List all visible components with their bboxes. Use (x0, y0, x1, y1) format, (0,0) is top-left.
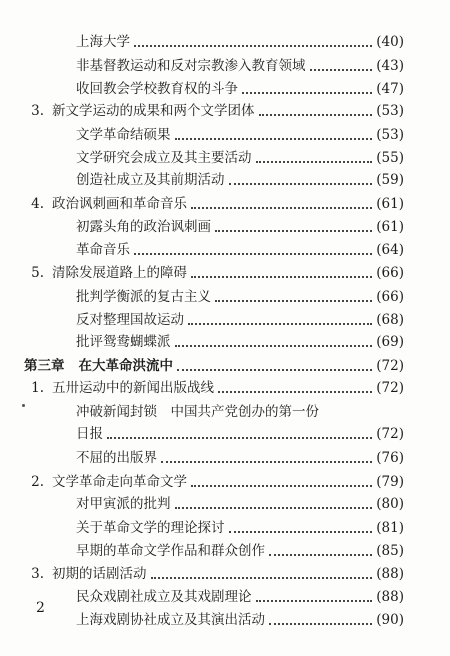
entry-title: 政治讽刺画和革命音乐 (52, 196, 187, 212)
dot-leader (191, 484, 372, 487)
dot-leader (177, 368, 372, 371)
toc-section-entry (31, 468, 404, 490)
entry-page-number: (43) (376, 58, 404, 74)
section-number: 3. (31, 566, 44, 582)
entry-title: 不屈的出版界 (76, 450, 157, 466)
dot-leader (161, 460, 372, 463)
entry-title: 反对整理国故运动 (76, 312, 184, 328)
entry-page-number: (64) (376, 242, 404, 258)
entry-title: 革命音乐 (76, 242, 130, 258)
entry-page-number: (61) (376, 196, 404, 212)
entry-title: 关于革命文学的理论探讨 (76, 520, 225, 536)
entry-page-number: (81) (376, 520, 404, 536)
toc-subsection-entry (76, 121, 404, 143)
dot-leader (242, 91, 372, 94)
entry-page-number: (53) (376, 103, 404, 119)
entry-title: 初露头角的政治讽刺画 (76, 219, 211, 235)
entry-page-number: (69) (376, 334, 404, 350)
entry-page-number: (85) (376, 543, 404, 559)
section-number: 1. (31, 380, 44, 396)
dot-leader (134, 252, 372, 255)
toc-subsection-entry (76, 583, 404, 605)
entry-title: 上海戏剧协社成立及其演出活动 (76, 612, 265, 628)
toc-section-entry (31, 560, 404, 582)
toc-subsection-entry (76, 537, 404, 559)
entry-title: 文学研究会成立及其主要活动 (76, 150, 252, 166)
entry-page-number: (72) (376, 358, 404, 374)
entry-page-number: (72) (376, 426, 404, 442)
toc-subsection-entry (76, 28, 404, 50)
dot-leader (175, 506, 373, 509)
dot-leader (175, 137, 373, 140)
entry-title: 新文学运动的成果和两个文学团体 (52, 103, 255, 119)
entry-title: 初期的话剧活动 (52, 566, 147, 582)
dot-leader (191, 206, 372, 209)
toc-section-entry (31, 374, 404, 396)
dot-leader (269, 553, 372, 556)
entry-page-number: (40) (376, 34, 404, 50)
entry-page-number: (53) (376, 127, 404, 143)
dot-leader (256, 599, 373, 602)
dot-leader (215, 299, 372, 302)
entry-page-number: (72) (376, 380, 404, 396)
entry-title: 非基督教运动和反对宗教渗入教育领域 (76, 58, 306, 74)
toc-subsection-entry (76, 398, 404, 420)
toc-subsection-entry (76, 514, 404, 536)
dot-leader (188, 322, 372, 325)
entry-page-number: (90) (376, 612, 404, 628)
toc-subsection-entry (76, 75, 404, 97)
toc-chapter-entry (24, 352, 404, 374)
dot-leader (229, 530, 373, 533)
toc-subsection-entry (76, 420, 404, 442)
entry-title: 冲破新闻封锁 中国共产党创办的第一份 (76, 404, 319, 420)
dot-leader (175, 344, 373, 347)
entry-title: 文学革命结硕果 (76, 127, 171, 143)
entry-page-number: (68) (376, 312, 404, 328)
entry-page-number: (55) (376, 150, 404, 166)
dot-leader (134, 44, 372, 47)
toc-section-entry (31, 97, 404, 119)
entry-page-number: (61) (376, 219, 404, 235)
entry-title: 早期的革命文学作品和群众创作 (76, 543, 265, 559)
entry-page-number: (47) (376, 81, 404, 97)
dot-leader (215, 229, 372, 232)
dot-leader (218, 390, 372, 393)
chapter-label: 第三章 (24, 358, 65, 374)
entry-title: 创造社成立及其前期活动 (76, 172, 225, 188)
dot-leader (229, 182, 373, 185)
dot-leader (310, 68, 373, 71)
entry-page-number: (88) (376, 589, 404, 605)
section-number: 4. (31, 196, 44, 212)
entry-page-number: (59) (376, 172, 404, 188)
toc-subsection-entry (76, 606, 404, 628)
entry-title: 清除发展道路上的障碍 (52, 265, 187, 281)
entry-page-number: (66) (376, 289, 404, 305)
toc-subsection-entry (76, 306, 404, 328)
toc-section-entry (31, 190, 404, 212)
entry-page-number: (88) (376, 566, 404, 582)
dot-leader (269, 622, 372, 625)
page-number: 2 (36, 600, 45, 616)
dot-leader (107, 436, 372, 439)
entry-title: 民众戏剧社成立及其戏剧理论 (76, 589, 252, 605)
toc-section-entry (31, 259, 404, 281)
dot-leader (259, 113, 373, 116)
entry-title: 五卅运动中的新闻出版战线 (52, 380, 214, 396)
entry-title: 上海大学 (76, 34, 130, 50)
print-speck (22, 404, 25, 407)
section-number: 3. (31, 103, 44, 119)
entry-title: 文学革命走向革命文学 (52, 474, 187, 490)
entry-page-number: (79) (376, 474, 404, 490)
dot-leader (191, 275, 372, 278)
toc-subsection-entry (76, 213, 404, 235)
entry-title: 收回教会学校教育权的斗争 (76, 81, 238, 97)
entry-title: 批评鸳鸯蝴蝶派 (76, 334, 171, 350)
toc-subsection-entry (76, 166, 404, 188)
section-number: 5. (31, 265, 44, 281)
entry-page-number: (66) (376, 265, 404, 281)
toc-subsection-entry (76, 236, 404, 258)
entry-page-number: (76) (376, 450, 404, 466)
toc-subsection-entry (76, 490, 404, 512)
toc-subsection-entry (76, 283, 404, 305)
section-number: 2. (31, 474, 44, 490)
entry-page-number: (80) (376, 496, 404, 512)
entry-title: 日报 (76, 426, 103, 442)
entry-title: 在大革命洪流中 (78, 358, 173, 374)
entry-title: 对甲寅派的批判 (76, 496, 171, 512)
dot-leader (256, 160, 373, 163)
toc-subsection-entry (76, 444, 404, 466)
toc-subsection-entry (76, 52, 404, 74)
entry-title: 批判学衡派的复古主义 (76, 289, 211, 305)
toc-subsection-entry (76, 144, 404, 166)
dot-leader (151, 576, 373, 579)
toc-subsection-entry (76, 328, 404, 350)
